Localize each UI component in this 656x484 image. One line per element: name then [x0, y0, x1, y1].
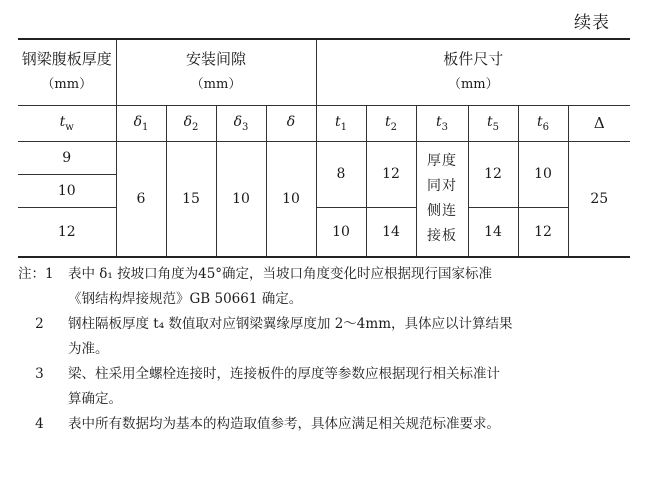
delta-value: 25 — [568, 141, 630, 257]
plate-header — [316, 39, 630, 105]
t3-text-line: 接板 — [427, 227, 458, 244]
d-value: 10 — [266, 141, 316, 257]
note-line: 表中所有数据均为基本的构造取值参考，具体应满足相关规范标准要求。 — [68, 416, 500, 432]
note-number: 注：1 — [18, 266, 54, 282]
group-header-row — [18, 39, 630, 105]
symbol-row — [18, 105, 630, 141]
symbol-d1: $\delta_1$ — [116, 105, 166, 141]
gap-title: 安装间隙 — [186, 50, 247, 69]
d3-value: 10 — [216, 141, 266, 257]
symbol-t1: $t_1$ — [316, 105, 366, 141]
symbol-delta: Δ — [568, 105, 630, 141]
t6-top-value: 10 — [518, 141, 568, 207]
symbol-t5: $t_5$ — [468, 105, 518, 141]
symbol-t2: $t_2$ — [366, 105, 416, 141]
note-number: 4 — [18, 416, 44, 432]
plate-unit: （mm） — [447, 77, 499, 93]
tw-cell: 10 — [18, 174, 116, 207]
web-thickness-unit: （mm） — [41, 77, 93, 93]
t2-bottom-value: 14 — [366, 207, 416, 257]
continued-label: 续表 — [574, 13, 610, 33]
table-row — [18, 207, 630, 257]
web-thickness-header — [18, 39, 116, 105]
symbol-t3: $t_3$ — [416, 105, 468, 141]
note-line: 算确定。 — [68, 391, 122, 407]
gap-unit: （mm） — [190, 77, 242, 93]
plate-title: 板件尺寸 — [443, 50, 504, 69]
note-line: 为准。 — [68, 341, 109, 357]
t5-top-value: 12 — [468, 141, 518, 207]
t3-note-cell — [416, 141, 468, 257]
symbol-d: δ — [266, 105, 316, 141]
note-line: 钢柱隔板厚度 t₄ 数值取对应钢梁翼缘厚度加 2～4mm，具体应以计算结果 — [68, 316, 513, 332]
table-row — [18, 141, 630, 174]
t1-top-value: 8 — [316, 141, 366, 207]
symbol-t6: $t_6$ — [518, 105, 568, 141]
notes-section — [18, 262, 643, 437]
note-item — [18, 362, 643, 412]
t3-text-line: 厚度 — [427, 152, 458, 169]
t3-text-line: 同对 — [427, 177, 458, 194]
t3-text-line: 侧连 — [427, 202, 458, 219]
t1-bottom-value: 10 — [316, 207, 366, 257]
d2-value: 15 — [166, 141, 216, 257]
t5-bottom-value: 14 — [468, 207, 518, 257]
d1-value: 6 — [116, 141, 166, 257]
tw-cell: 9 — [18, 141, 116, 174]
symbol-d2: $\delta_2$ — [166, 105, 216, 141]
tw-cell: 12 — [18, 207, 116, 257]
note-item — [18, 262, 643, 312]
note-item — [18, 412, 643, 437]
gap-header — [116, 39, 316, 105]
note-line: 《钢结构焊接规范》GB 50661 确定。 — [68, 291, 303, 307]
symbol-d3: $\delta_3$ — [216, 105, 266, 141]
spec-table — [18, 38, 630, 258]
note-number: 2 — [18, 316, 44, 332]
symbol-tw: $t_w$ — [18, 105, 116, 141]
note-line: 梁、柱采用全螺栓连接时，连接板件的厚度等参数应根据现行相关标准计 — [68, 366, 500, 382]
t2-top-value: 12 — [366, 141, 416, 207]
note-line: 表中 δ₁ 按坡口角度为45°确定，当坡口角度变化时应根据现行国家标准 — [68, 266, 493, 282]
note-number: 3 — [18, 366, 44, 382]
web-thickness-title: 钢梁腹板厚度 — [21, 50, 112, 69]
note-item — [18, 312, 643, 362]
t6-bottom-value: 12 — [518, 207, 568, 257]
